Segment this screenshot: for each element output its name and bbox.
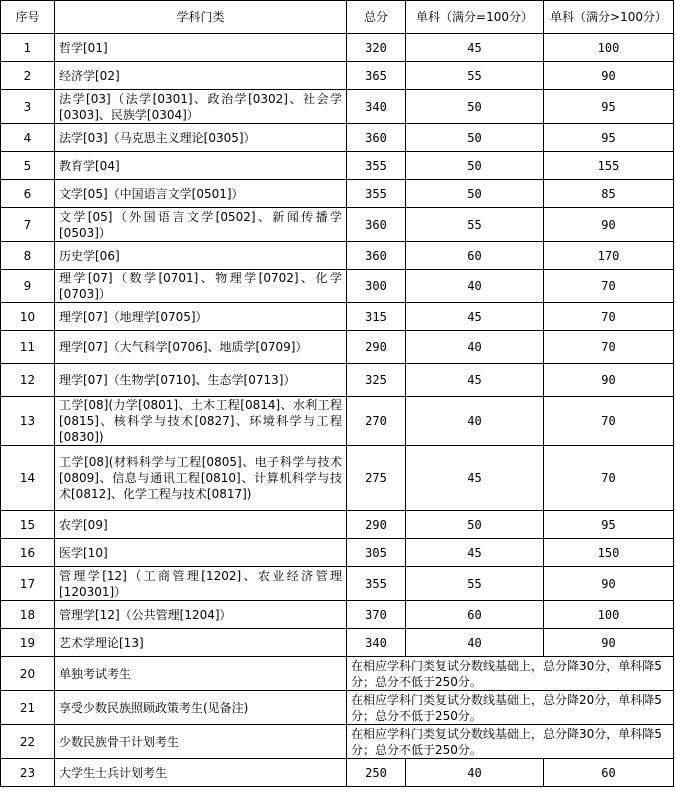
row-total: 370 <box>347 601 406 629</box>
table-row <box>1 303 674 331</box>
row-single-100: 55 <box>406 208 544 242</box>
row-single-100: 40 <box>406 270 544 303</box>
row-single-gt100: 95 <box>544 124 674 152</box>
row-index: 15 <box>1 511 55 539</box>
row-category: 法学[03]（马克思主义理论[0305]） <box>55 124 347 152</box>
row-total: 360 <box>347 208 406 242</box>
header-single-100: 单科（满分=100分） <box>406 1 544 34</box>
row-single-gt100: 90 <box>544 62 674 90</box>
row-index: 3 <box>1 90 55 124</box>
row-category: 工学[08](材料科学与工程[0805]、电子科学与技术[0809]、信息与通讯工程[0810]、计算机科学与技术[0812]、化学工程与技术[0817]) <box>55 446 347 511</box>
header-idx: 序号 <box>1 1 55 34</box>
row-category: 医学[10] <box>55 539 347 567</box>
header-single-gt100: 单科（满分>100分） <box>544 1 674 34</box>
row-category: 少数民族骨干计划考生 <box>55 725 347 759</box>
row-category: 理学[07]（地理学[0705]） <box>55 303 347 331</box>
table-row <box>1 152 674 180</box>
row-single-gt100: 150 <box>544 539 674 567</box>
row-category: 经济学[02] <box>55 62 347 90</box>
row-single-100: 50 <box>406 90 544 124</box>
row-single-gt100: 100 <box>544 34 674 62</box>
table-row <box>1 446 674 511</box>
table-row <box>1 364 674 397</box>
row-index: 18 <box>1 601 55 629</box>
row-total: 340 <box>347 629 406 657</box>
row-total: 270 <box>347 397 406 446</box>
row-category: 艺术学理论[13] <box>55 629 347 657</box>
row-category: 管理学[12]（公共管理[1204]） <box>55 601 347 629</box>
row-category: 享受少数民族照顾政策考生(见备注) <box>55 691 347 725</box>
table-row <box>1 180 674 208</box>
row-single-100: 45 <box>406 34 544 62</box>
row-index: 2 <box>1 62 55 90</box>
row-category: 文学[05]（中国语言文学[0501]） <box>55 180 347 208</box>
row-total: 320 <box>347 34 406 62</box>
row-index: 20 <box>1 657 55 691</box>
row-single-gt100: 70 <box>544 303 674 331</box>
row-index: 13 <box>1 397 55 446</box>
row-single-100: 55 <box>406 62 544 90</box>
table-row <box>1 759 674 787</box>
row-total: 360 <box>347 124 406 152</box>
row-index: 8 <box>1 242 55 270</box>
row-single-gt100: 70 <box>544 446 674 511</box>
row-category: 教育学[04] <box>55 152 347 180</box>
row-index: 17 <box>1 567 55 601</box>
row-index: 10 <box>1 303 55 331</box>
row-single-gt100: 170 <box>544 242 674 270</box>
row-single-100: 60 <box>406 601 544 629</box>
row-single-100: 40 <box>406 629 544 657</box>
table-row <box>1 34 674 62</box>
row-category: 管理学[12]（工商管理[1202]、农业经济管理[120301]） <box>55 567 347 601</box>
row-total: 365 <box>347 62 406 90</box>
row-category: 单独考试考生 <box>55 657 347 691</box>
row-single-gt100: 95 <box>544 511 674 539</box>
row-single-gt100: 90 <box>544 364 674 397</box>
row-single-100: 45 <box>406 539 544 567</box>
row-total: 300 <box>347 270 406 303</box>
table-row-special <box>1 725 674 759</box>
row-total: 325 <box>347 364 406 397</box>
row-total: 355 <box>347 152 406 180</box>
row-single-gt100: 90 <box>544 567 674 601</box>
row-single-100: 50 <box>406 180 544 208</box>
row-single-100: 40 <box>406 331 544 364</box>
table-row <box>1 331 674 364</box>
row-index: 16 <box>1 539 55 567</box>
row-single-gt100: 70 <box>544 397 674 446</box>
row-total: 340 <box>347 90 406 124</box>
header-category: 学科门类 <box>55 1 347 34</box>
table-row <box>1 208 674 242</box>
table-row <box>1 539 674 567</box>
row-total: 305 <box>347 539 406 567</box>
table-row <box>1 601 674 629</box>
row-single-100: 60 <box>406 242 544 270</box>
row-note: 在相应学科门类复试分数线基础上，总分降30分，单科降5分；总分不低于250分。 <box>347 725 674 759</box>
row-single-100: 45 <box>406 303 544 331</box>
row-single-gt100: 70 <box>544 270 674 303</box>
row-index: 12 <box>1 364 55 397</box>
row-note: 在相应学科门类复试分数线基础上，总分降30分，单科降5分；总分不低于250分。 <box>347 657 674 691</box>
row-total: 275 <box>347 446 406 511</box>
table-row-special <box>1 691 674 725</box>
row-category: 农学[09] <box>55 511 347 539</box>
row-category: 文学[05]（外国语言文学[0502]、新闻传播学[0503]） <box>55 208 347 242</box>
table-row <box>1 567 674 601</box>
row-index: 22 <box>1 725 55 759</box>
row-index: 7 <box>1 208 55 242</box>
header-row <box>1 1 674 34</box>
table-row <box>1 270 674 303</box>
row-category: 工学[08](力学[0801]、土木工程[0814]、水利工程[0815]、核科学与技术[0827]、环境科学与工程[0830]) <box>55 397 347 446</box>
row-index: 23 <box>1 759 55 787</box>
row-total: 290 <box>347 331 406 364</box>
table-row <box>1 90 674 124</box>
row-index: 19 <box>1 629 55 657</box>
row-category: 理学[07]（生物学[0710]、生态学[0713]） <box>55 364 347 397</box>
row-single-gt100: 70 <box>544 331 674 364</box>
table-row <box>1 124 674 152</box>
row-index: 4 <box>1 124 55 152</box>
row-total: 355 <box>347 567 406 601</box>
header-total: 总分 <box>347 1 406 34</box>
row-single-gt100: 60 <box>544 759 674 787</box>
row-total: 360 <box>347 242 406 270</box>
row-single-100: 50 <box>406 152 544 180</box>
row-category: 哲学[01] <box>55 34 347 62</box>
row-single-gt100: 155 <box>544 152 674 180</box>
row-note: 在相应学科门类复试分数线基础上，总分降20分，单科降5分；总分不低于250分。 <box>347 691 674 725</box>
row-single-100: 45 <box>406 364 544 397</box>
table-row <box>1 62 674 90</box>
row-single-100: 50 <box>406 511 544 539</box>
row-single-gt100: 90 <box>544 629 674 657</box>
row-index: 21 <box>1 691 55 725</box>
row-category: 法学[03]（法学[0301]、政治学[0302]、社会学[0303]、民族学[0304]） <box>55 90 347 124</box>
row-total: 315 <box>347 303 406 331</box>
row-single-100: 45 <box>406 446 544 511</box>
row-single-gt100: 100 <box>544 601 674 629</box>
table-row <box>1 629 674 657</box>
row-single-100: 55 <box>406 567 544 601</box>
row-index: 11 <box>1 331 55 364</box>
row-single-100: 40 <box>406 759 544 787</box>
row-single-gt100: 85 <box>544 180 674 208</box>
row-total: 355 <box>347 180 406 208</box>
row-total: 290 <box>347 511 406 539</box>
row-category: 大学生士兵计划考生 <box>55 759 347 787</box>
row-index: 6 <box>1 180 55 208</box>
row-index: 14 <box>1 446 55 511</box>
row-single-100: 50 <box>406 124 544 152</box>
row-index: 5 <box>1 152 55 180</box>
row-single-gt100: 95 <box>544 90 674 124</box>
row-category: 理学[07]（数学[0701]、物理学[0702]、化学[0703]） <box>55 270 347 303</box>
row-single-100: 40 <box>406 397 544 446</box>
table-row <box>1 511 674 539</box>
row-category: 理学[07]（大气科学[0706]、地质学[0709]） <box>55 331 347 364</box>
row-index: 1 <box>1 34 55 62</box>
table-row <box>1 397 674 446</box>
row-total: 250 <box>347 759 406 787</box>
row-index: 9 <box>1 270 55 303</box>
row-single-gt100: 90 <box>544 208 674 242</box>
row-category: 历史学[06] <box>55 242 347 270</box>
table-row <box>1 242 674 270</box>
table-row-special <box>1 657 674 691</box>
